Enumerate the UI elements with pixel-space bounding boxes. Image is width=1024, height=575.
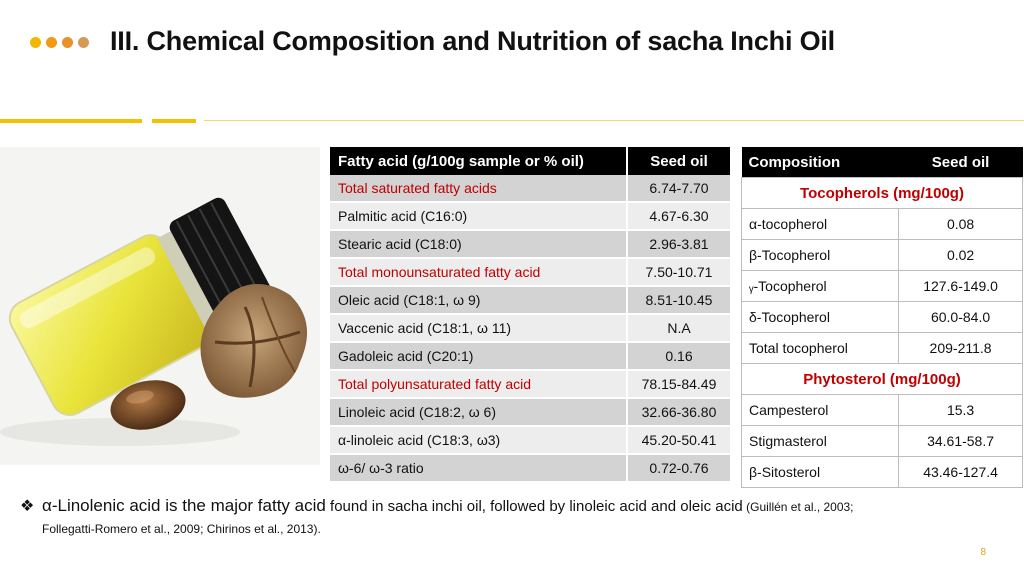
table-row <box>742 240 1023 271</box>
table-row <box>742 457 1023 488</box>
column-header-seed-oil: Seed oil <box>627 147 730 175</box>
table-row <box>330 398 730 426</box>
composition-name: ᵧ-Tocopherol <box>742 271 899 302</box>
composition-value: 15.3 <box>899 395 1023 426</box>
fatty-acid-table <box>330 147 730 483</box>
table-row <box>330 370 730 398</box>
table-row <box>742 271 1023 302</box>
table-row <box>330 426 730 454</box>
fatty-acid-value: 8.51-10.45 <box>627 286 730 314</box>
fatty-acid-value: 0.72-0.76 <box>627 454 730 482</box>
table-header-row <box>742 147 1023 178</box>
fatty-acid-name: Stearic acid (C18:0) <box>330 230 627 258</box>
section-heading-tocopherols: Tocopherols (mg/100g) <box>742 178 1023 209</box>
fatty-acid-name: Gadoleic acid (C20:1) <box>330 342 627 370</box>
fatty-acid-name: Oleic acid (C18:1, ω 9) <box>330 286 627 314</box>
table-row <box>330 258 730 286</box>
page-number: 8 <box>980 547 986 558</box>
table-row <box>330 454 730 482</box>
section-row-tocopherols <box>742 178 1023 209</box>
section-row-phytosterol <box>742 364 1023 395</box>
fatty-acid-value: 78.15-84.49 <box>627 370 730 398</box>
composition-name: Total tocopherol <box>742 333 899 364</box>
summary-note <box>20 495 1010 540</box>
table-row <box>330 230 730 258</box>
column-header-composition: Composition <box>742 147 899 178</box>
column-header-fatty-acid: Fatty acid (g/100g sample or % oil) <box>330 147 627 175</box>
composition-value: 0.08 <box>899 209 1023 240</box>
composition-name: β-Sitosterol <box>742 457 899 488</box>
title-underline-segment <box>152 119 196 123</box>
table-row <box>330 286 730 314</box>
table-row <box>742 333 1023 364</box>
table-row <box>330 314 730 342</box>
title-dot <box>46 37 57 48</box>
fatty-acid-value: 2.96-3.81 <box>627 230 730 258</box>
title-dot <box>30 37 41 48</box>
composition-name: α-tocopherol <box>742 209 899 240</box>
table-row <box>742 209 1023 240</box>
table-header-row <box>330 147 730 175</box>
table-row <box>742 426 1023 457</box>
fatty-acid-value: 4.67-6.30 <box>627 202 730 230</box>
table-row <box>742 302 1023 333</box>
fatty-acid-value: 32.66-36.80 <box>627 398 730 426</box>
slide-title: III. Chemical Composition and Nutrition of sacha Inchi Oil <box>110 26 835 56</box>
composition-name: δ-Tocopherol <box>742 302 899 333</box>
fatty-acid-value: 45.20-50.41 <box>627 426 730 454</box>
note-mid: found in sacha inchi oil, followed by linoleic acid and oleic acid <box>325 498 743 515</box>
composition-name: Campesterol <box>742 395 899 426</box>
title-dot <box>62 37 73 48</box>
title-dot <box>78 37 89 48</box>
composition-value: 209-211.8 <box>899 333 1023 364</box>
title-underline-thin <box>204 120 1024 121</box>
note-citation-2: Follegatti-Romero et al., 2009; Chirinos et al., 2013). <box>42 522 321 536</box>
table-row <box>330 202 730 230</box>
fatty-acid-name: Total polyunsaturated fatty acid <box>330 370 627 398</box>
title-dots <box>30 37 89 48</box>
fatty-acid-value: 7.50-10.71 <box>627 258 730 286</box>
fatty-acid-name: Linoleic acid (C18:2, ω 6) <box>330 398 627 426</box>
note-citation-1: (Guillén et al., 2003; <box>742 500 854 514</box>
composition-table <box>741 147 1023 488</box>
composition-value: 127.6-149.0 <box>899 271 1023 302</box>
sacha-inchi-oil-photo <box>0 147 320 465</box>
fatty-acid-value: 0.16 <box>627 342 730 370</box>
fatty-acid-name: Total saturated fatty acids <box>330 175 627 202</box>
table-row <box>330 175 730 202</box>
section-heading-phytosterol: Phytosterol (mg/100g) <box>742 364 1023 395</box>
composition-value: 0.02 <box>899 240 1023 271</box>
fatty-acid-name: ω-6/ ω-3 ratio <box>330 454 627 482</box>
table-row <box>742 395 1023 426</box>
composition-value: 34.61-58.7 <box>899 426 1023 457</box>
fatty-acid-value: 6.74-7.70 <box>627 175 730 202</box>
diamond-bullet-icon: ❖ <box>20 498 35 515</box>
fatty-acid-name: α-linoleic acid (C18:3, ω3) <box>330 426 627 454</box>
fatty-acid-value: N.A <box>627 314 730 342</box>
note-lead: α-Linolenic acid is the major fatty acid <box>42 496 326 515</box>
summary-line-1 <box>20 495 1010 518</box>
fatty-acid-name: Vaccenic acid (C18:1, ω 11) <box>330 314 627 342</box>
fatty-acid-name: Total monounsaturated fatty acid <box>330 258 627 286</box>
composition-name: β-Tocopherol <box>742 240 899 271</box>
column-header-seed-oil: Seed oil <box>899 147 1023 178</box>
title-underline <box>0 119 142 123</box>
table-row <box>330 342 730 370</box>
composition-name: Stigmasterol <box>742 426 899 457</box>
composition-value: 60.0-84.0 <box>899 302 1023 333</box>
composition-value: 43.46-127.4 <box>899 457 1023 488</box>
fatty-acid-name: Palmitic acid (C16:0) <box>330 202 627 230</box>
